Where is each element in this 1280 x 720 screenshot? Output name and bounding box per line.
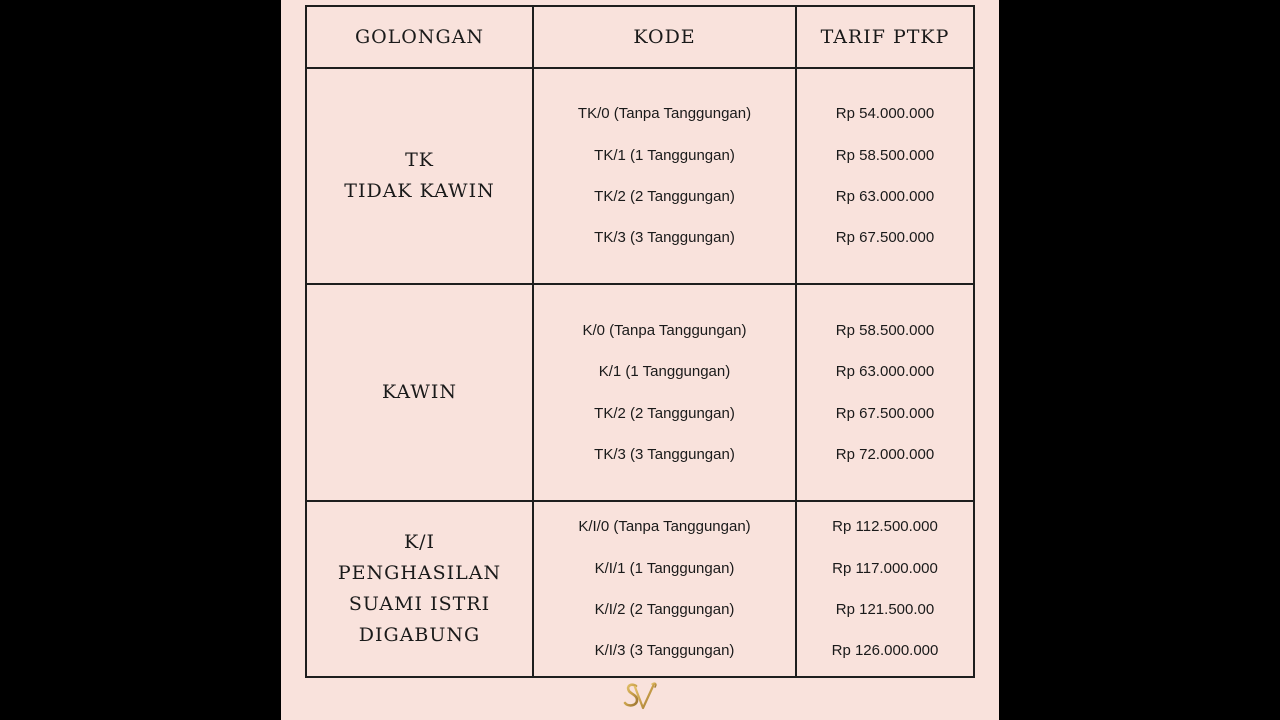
tarif-item: Rp 63.000.000 xyxy=(835,188,935,205)
kode-list-ki xyxy=(533,501,796,677)
tarif-item: Rp 58.500.000 xyxy=(835,146,935,164)
slide-panel xyxy=(281,0,999,720)
kode-item: K/I/3 (3 Tanggungan) xyxy=(594,642,735,660)
table-header-row xyxy=(306,6,974,68)
table-row-kawin xyxy=(306,284,974,501)
tarif-item: Rp 72.000.000 xyxy=(835,445,935,463)
group-label-line: K/I xyxy=(403,531,436,553)
tarif-item: Rp 121.500.00 xyxy=(835,601,935,618)
sv-monogram-logo-icon xyxy=(622,680,658,712)
kode-item: K/I/0 (Tanpa Tanggungan) xyxy=(578,518,751,536)
ptkp-table xyxy=(305,5,975,678)
tarif-item: Rp 117.000.000 xyxy=(832,559,938,577)
kode-item: TK/2 (2 Tanggungan) xyxy=(594,188,735,205)
tarif-item: Rp 54.000.000 xyxy=(835,105,935,123)
kode-item: K/I/1 (1 Tanggungan) xyxy=(594,559,735,577)
table-row-tk xyxy=(306,68,974,284)
kode-item: TK/2 (2 Tanggungan) xyxy=(594,404,735,422)
kode-list-kawin xyxy=(533,284,796,501)
tarif-list-kawin xyxy=(796,284,974,501)
kode-item: TK/1 (1 Tanggungan) xyxy=(594,146,735,164)
tarif-item: Rp 63.000.000 xyxy=(835,363,935,381)
header-kode: KODE xyxy=(533,6,796,68)
table-row-ki xyxy=(306,501,974,677)
tarif-item: Rp 67.500.000 xyxy=(835,404,935,422)
tarif-item: Rp 58.500.000 xyxy=(835,321,935,339)
group-label-line: TK xyxy=(405,149,434,171)
tarif-item: Rp 112.500.000 xyxy=(832,518,938,536)
group-label-kawin xyxy=(306,284,533,501)
kode-item: TK/3 (3 Tanggungan) xyxy=(594,229,735,247)
group-label-line: DIGABUNG xyxy=(358,624,481,646)
group-label-line: PENGHASILAN xyxy=(337,562,502,584)
tarif-item: Rp 67.500.000 xyxy=(835,229,935,247)
kode-list-tk xyxy=(533,68,796,284)
tarif-list-ki xyxy=(796,501,974,677)
kode-item: K/0 (Tanpa Tanggungan) xyxy=(582,321,747,339)
kode-item: TK/3 (3 Tanggungan) xyxy=(594,445,735,463)
tarif-item: Rp 126.000.000 xyxy=(831,642,939,660)
group-label-ki xyxy=(306,501,533,677)
header-tarif-ptkp: TARIF PTKP xyxy=(796,6,974,68)
kode-item: K/I/2 (2 Tanggungan) xyxy=(594,601,735,618)
group-label-line: KAWIN xyxy=(381,381,458,403)
tarif-list-tk xyxy=(796,68,974,284)
kode-item: K/1 (1 Tanggungan) xyxy=(598,363,731,381)
header-golongan: GOLONGAN xyxy=(306,6,533,68)
group-label-line: TIDAK KAWIN xyxy=(344,180,495,202)
group-label-tk xyxy=(306,68,533,284)
kode-item: TK/0 (Tanpa Tanggungan) xyxy=(577,105,752,123)
group-label-line: SUAMI ISTRI xyxy=(348,593,491,615)
